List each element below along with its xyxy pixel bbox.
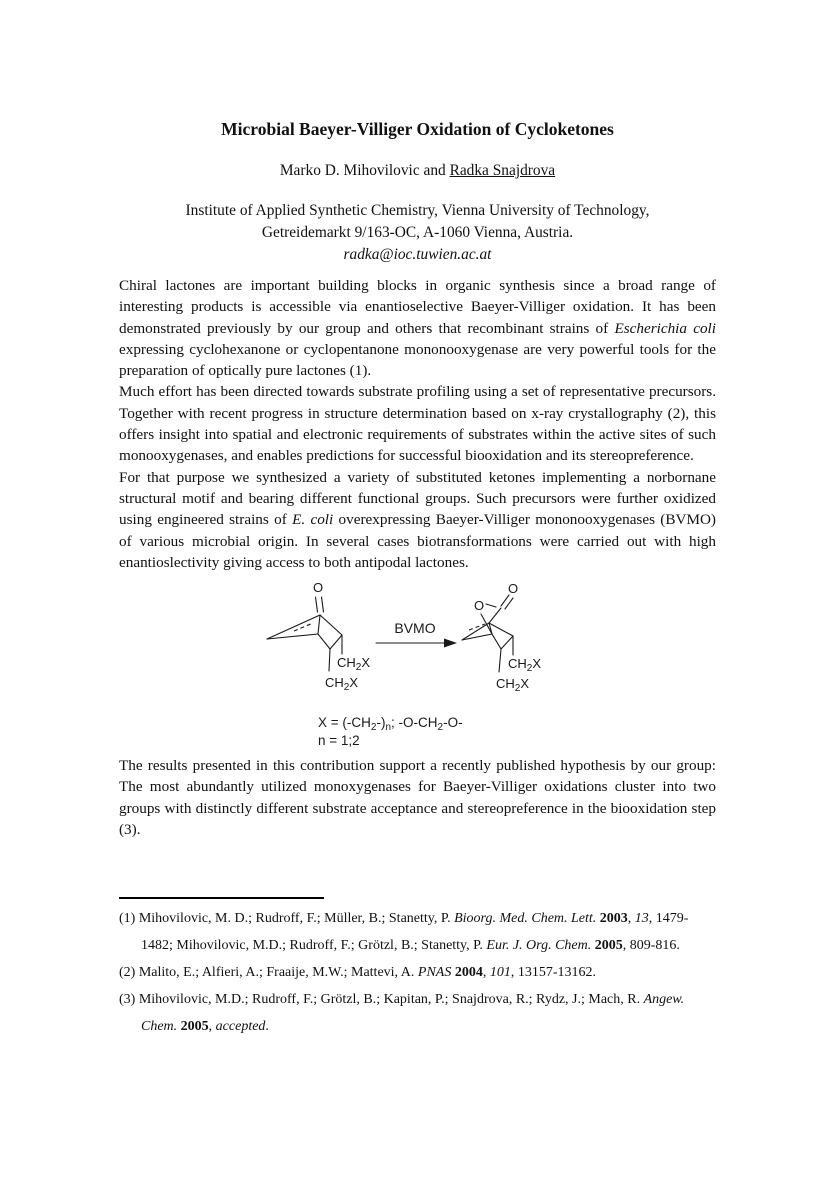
bond [499, 649, 501, 672]
substituent-label-ch2x [508, 656, 541, 674]
text-run: Much effort has been directed towards substrate profiling using a set of representative precursors. Together with recent progress in structure determination based on x-ray crystallography (2), this offers insight into spatial and electronic requirements of substrates within the active sites of such monooxygenases, and enables predictions for successful biooxidation and its stereopreference. [119, 383, 716, 465]
text-run: -) [376, 715, 386, 731]
reference-item [119, 959, 716, 986]
bond [489, 608, 501, 623]
bond [318, 634, 330, 649]
text-run: CH [337, 655, 356, 671]
substituent-label-ch2x [325, 675, 358, 693]
n-definition-line: n = 1;2 [318, 733, 360, 749]
bond [486, 604, 496, 607]
affiliation-line-2: Getreidemarkt 9/163-OC, A-1060 Vienna, Austria. [261, 224, 574, 241]
text-run: , 13157-13162. [510, 965, 597, 981]
text-run: CH [496, 676, 515, 692]
subscript: 2 [370, 722, 377, 734]
abstract-paragraph [119, 467, 716, 573]
bond [329, 649, 330, 671]
text-run: CH [508, 656, 527, 672]
bond [267, 615, 320, 639]
reaction-arrow [376, 620, 457, 648]
subscript: 2 [437, 722, 444, 734]
conclusion-paragraph [119, 755, 716, 840]
bond [267, 634, 318, 639]
text-run: X [532, 656, 542, 672]
reference-item [119, 905, 716, 959]
text-run: (1) Mihovilovic, M. D.; Rudroff, F.; Müller, B.; Stanetty, P. [119, 911, 455, 927]
text-run: 2003 [599, 911, 628, 927]
text-run: overexpressing Baeyer-Villiger mononooxygenases (BVMO) of various microbial origin. In several cases biotransformations were carried out with high enantioslectivity giving access to both antipodal lactones. [119, 511, 716, 571]
reaction-scheme [119, 575, 716, 753]
authors-line [119, 161, 716, 181]
carbonyl-oxygen-label: O [507, 581, 519, 597]
reference-list [119, 899, 716, 1040]
abstract-paragraph [119, 275, 716, 381]
text-run: Angew. Chem. [141, 992, 685, 1035]
text-run: CH [325, 675, 344, 691]
presenting-author-name: Radka Snajdrova [449, 162, 556, 179]
text-run: For that purpose we synthesized a variety of substituted ketones implementing a norbornane structural motif and bearing different functional groups. Such precursors were further oxidized using engineered strains of [119, 468, 716, 529]
reference-item [119, 986, 716, 1040]
text-run: , [482, 965, 490, 981]
subscript: n [385, 722, 392, 734]
bond [330, 635, 342, 649]
subscript: 2 [526, 663, 533, 675]
bond [316, 597, 318, 612]
substrate-structure [267, 580, 370, 693]
text-run: , [208, 1019, 216, 1035]
email-address: radka@ioc.tuwien.ac.at [343, 246, 492, 263]
text-run: , 809-816. [622, 938, 680, 954]
abstract-paragraph [119, 381, 716, 466]
affiliation-line-1: Institute of Applied Synthetic Chemistry, Vienna University of Technology, [185, 202, 650, 219]
text-run: Escherichia coli [614, 319, 716, 337]
substituent-label-ch2x [496, 676, 529, 694]
reaction-scheme-drawing [119, 575, 716, 753]
bond [322, 597, 324, 612]
product-structure [462, 581, 541, 694]
bond [318, 615, 320, 634]
abstract-paragraph [119, 755, 716, 840]
text-run: 101 [489, 965, 511, 981]
text-run: Bioorg. Med. Chem. Lett. [454, 911, 597, 927]
text-run: . [265, 1019, 269, 1035]
hidden-bond [294, 623, 313, 631]
text-run: PNAS [417, 965, 452, 981]
text-run: X [520, 676, 530, 692]
substituent-label-ch2x [337, 655, 370, 673]
text-run: , 1479-1482; Mihovilovic, M.D.; Rudroff, F.; Grötzl, B.; Stanetty, P. [141, 911, 689, 954]
scheme-legend [318, 715, 463, 748]
subscript: 2 [514, 683, 521, 695]
text-run: , [627, 911, 635, 927]
text-run: -O- [443, 715, 463, 731]
ester-oxygen-label: O [473, 598, 485, 614]
bond [320, 615, 342, 635]
subscript: 2 [355, 662, 362, 674]
text-run: X = (-CH [318, 715, 371, 731]
text-run: 13 [634, 911, 649, 927]
text-run: ; -O-CH [391, 715, 438, 731]
carbonyl-oxygen-label: O [312, 580, 324, 596]
text-run: 2004 [454, 965, 483, 981]
x-definition-line [318, 715, 463, 733]
bond [501, 636, 513, 649]
affiliation-block [119, 200, 716, 266]
text-run: 2005 [180, 1019, 209, 1035]
arrow-head [444, 639, 457, 648]
text-run: X [361, 655, 371, 671]
text-run: 2005 [594, 938, 623, 954]
text-run: Chiral lactones are important building blocks in organic synthesis since a broad range of interesting products is accessible via enantioselective Baeyer-Villiger oxidation. It has been demonstrated previously by our group and others that recombinant strains of [119, 277, 716, 337]
text-run: expressing cyclohexanone or cyclopentanone mononooxygenase are very powerful tools for the preparation of optically pure lactones (1). [119, 340, 716, 380]
text-run: Eur. J. Org. Chem. [486, 938, 592, 954]
text-run: E. coli [292, 511, 334, 529]
text-run: The results presented in this contribution support a recently published hypothesis by our group: The most abundantly utilized monoxygenases for Baeyer-Villiger oxidations cluster into two groups with distinctly different substrate acceptance and stereopreference in the biooxidation step (3). [119, 757, 716, 839]
text-run: accepted [215, 1019, 266, 1035]
author-name: Marko D. Mihovilovic and [279, 162, 450, 179]
page-title: Microbial Baeyer-Villiger Oxidation of Cycloketones [221, 119, 614, 139]
text-run: X [349, 675, 359, 691]
text-run: (2) Malito, E.; Alfieri, A.; Fraaije, M.W.; Mattevi, A. [119, 965, 418, 981]
text-run: (3) Mihovilovic, M.D.; Rudroff, F.; Grötzl, B.; Kapitan, P.; Snajdrova, R.; Rydz, J.; Mach, R. [119, 992, 644, 1008]
subscript: 2 [343, 682, 350, 694]
abstract-paragraphs [119, 275, 716, 573]
bond [492, 634, 501, 649]
enzyme-label: BVMO [394, 620, 436, 637]
